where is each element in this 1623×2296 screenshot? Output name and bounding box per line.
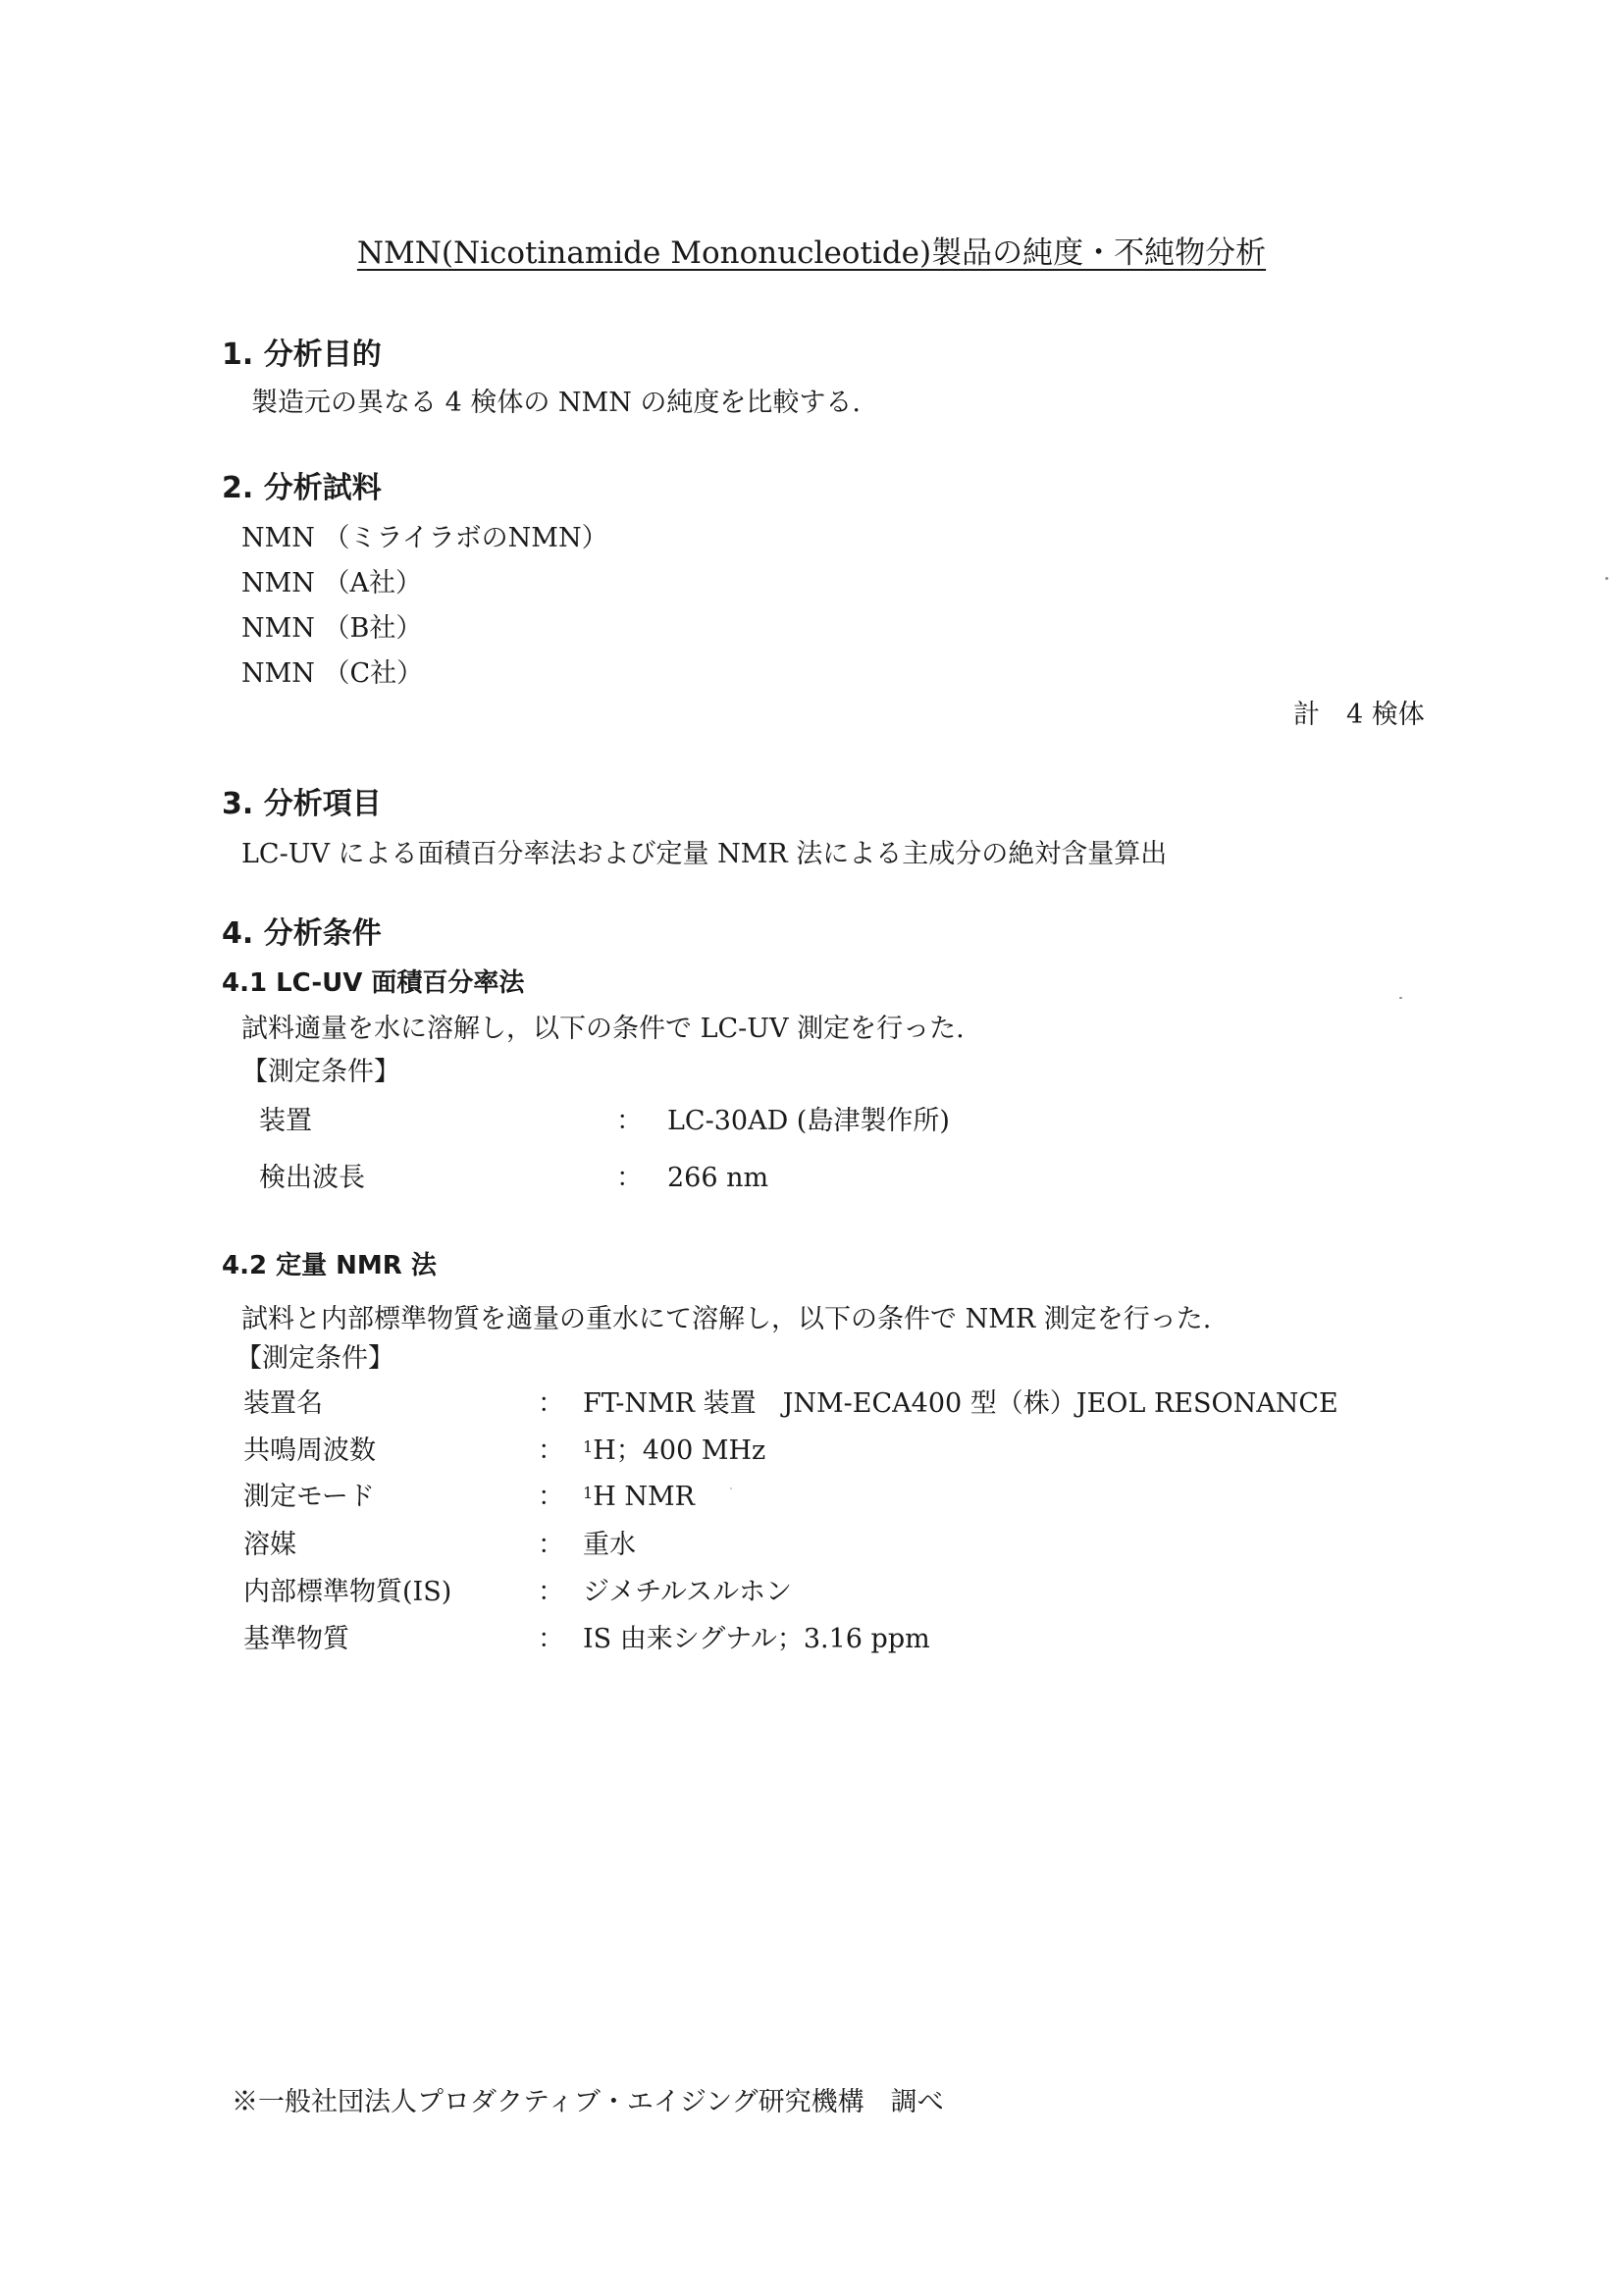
- condition-value: FT-NMR 装置 JNM-ECA400 型（株）JEOL RESONANCE: [583, 1388, 1338, 1419]
- condition-key: 検出波長: [259, 1163, 365, 1193]
- sample-item: NMN （ミライラボのNMN）: [241, 523, 608, 553]
- condition-separator: ：: [616, 1163, 643, 1193]
- document-title-text: NMN(Nicotinamide Mononucleotide)製品の純度・不純物分析: [356, 235, 1267, 271]
- document-title: [0, 234, 1623, 273]
- condition-key: 装置: [259, 1106, 312, 1136]
- condition-key: 測定モード: [243, 1482, 375, 1512]
- scan-speck: [1605, 577, 1608, 580]
- sample-item: NMN （C社）: [241, 658, 424, 689]
- condition-key: 共鳴周波数: [243, 1435, 376, 1466]
- condition-separator: ：: [538, 1577, 564, 1607]
- scan-speck: [730, 1487, 732, 1489]
- condition-key: 装置名: [243, 1388, 323, 1419]
- condition-key: 基準物質: [243, 1624, 349, 1654]
- section-1-heading: 1. 分析目的: [222, 338, 382, 372]
- condition-separator: ：: [538, 1435, 564, 1466]
- sample-item: NMN （B社）: [241, 613, 423, 644]
- scan-speck: [1399, 997, 1402, 999]
- condition-value-text: H NMR: [593, 1482, 695, 1512]
- subsection-4-1-heading: 4.1 LC-UV 面積百分率法: [222, 968, 525, 998]
- condition-key: 溶媒: [243, 1530, 296, 1560]
- condition-value: LC-30AD (島津製作所): [667, 1106, 950, 1136]
- condition-value: [583, 1433, 765, 1470]
- sample-total: 計 4 検体: [1293, 700, 1425, 730]
- condition-key: 内部標準物質(IS): [243, 1577, 452, 1607]
- condition-separator: ：: [538, 1530, 564, 1560]
- footer-note: ※一般社団法人プロダクティブ・エイジング研究機構 調べ: [232, 2087, 944, 2117]
- condition-separator: ：: [538, 1482, 564, 1512]
- section-4-heading: 4. 分析条件: [222, 916, 382, 951]
- subsection-4-1-body: 試料適量を水に溶解し，以下の条件で LC-UV 測定を行った.: [241, 1014, 965, 1044]
- condition-value: 266 nm: [667, 1163, 769, 1193]
- condition-value-text: H；400 MHz: [593, 1435, 766, 1466]
- condition-separator: ：: [538, 1388, 564, 1419]
- section-2-heading: 2. 分析試料: [222, 471, 382, 505]
- condition-separator: ：: [538, 1624, 564, 1654]
- sample-item: NMN （A社）: [241, 568, 422, 599]
- subsection-4-2-heading: 4.2 定量 NMR 法: [222, 1251, 437, 1280]
- condition-value: 重水: [583, 1530, 636, 1560]
- section-3-body: LC-UV による面積百分率法および定量 NMR 法による主成分の絶対含量算出: [241, 839, 1168, 869]
- condition-value: [583, 1479, 695, 1516]
- conditions-label: 【測定条件】: [236, 1343, 394, 1374]
- superscript: 1: [583, 1484, 594, 1502]
- subsection-4-2-body: 試料と内部標準物質を適量の重水にて溶解し，以下の条件で NMR 測定を行った.: [241, 1304, 1212, 1334]
- conditions-label: 【測定条件】: [241, 1057, 400, 1087]
- condition-value: IS 由来シグナル；3.16 ppm: [583, 1624, 930, 1654]
- section-1-body: 製造元の異なる 4 検体の NMN の純度を比較する.: [251, 388, 861, 418]
- superscript: 1: [583, 1437, 594, 1456]
- condition-separator: ：: [616, 1106, 643, 1136]
- section-3-heading: 3. 分析項目: [222, 787, 382, 821]
- condition-value: ジメチルスルホン: [583, 1577, 793, 1607]
